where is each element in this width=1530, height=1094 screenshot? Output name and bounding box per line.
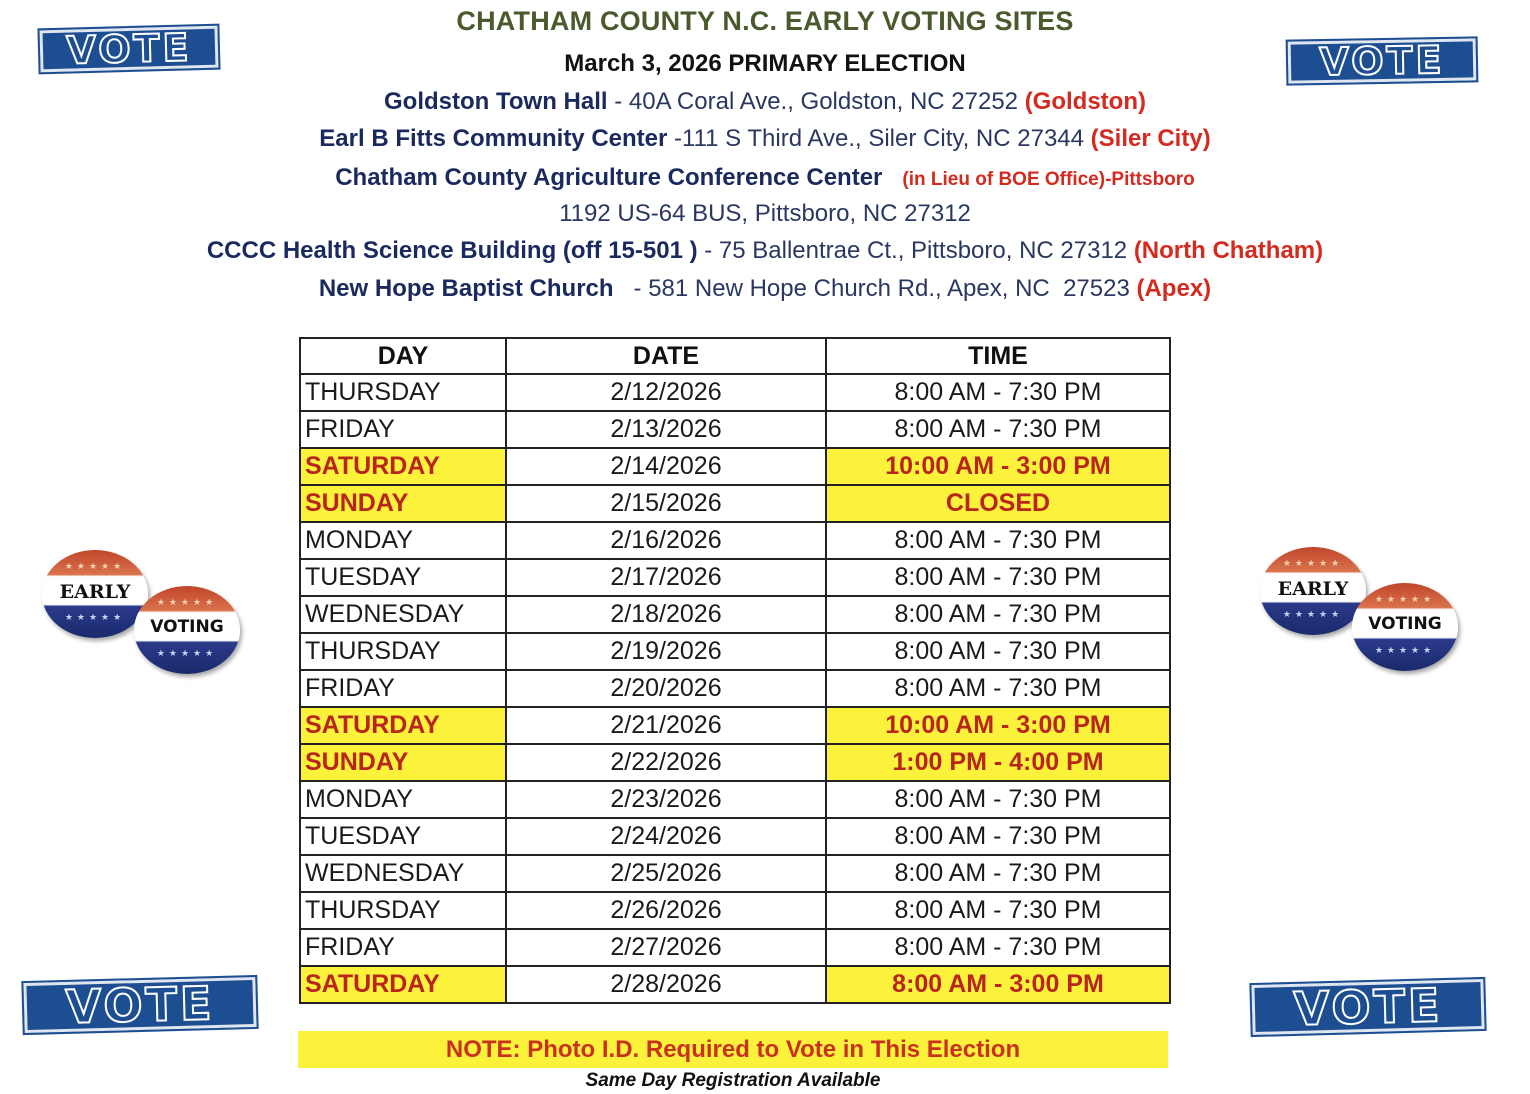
stars-icon: ★★★★★ [64, 561, 126, 571]
table-row [300, 929, 1170, 966]
time-cell: 10:00 AM - 3:00 PM [826, 448, 1170, 485]
early-pin-icon [42, 550, 148, 638]
day-cell: SATURDAY [300, 707, 506, 744]
day-cell: SUNDAY [300, 485, 506, 522]
date-cell: 2/22/2026 [506, 744, 826, 781]
site-area: (Siler City) [1090, 125, 1211, 152]
early-voting-pins-icon [1258, 545, 1468, 675]
schedule-table [299, 337, 1171, 1004]
early-label: EARLY [1277, 578, 1349, 600]
time-cell: 10:00 AM - 3:00 PM [826, 707, 1170, 744]
table-row [300, 522, 1170, 559]
voting-label: VOTING [1368, 614, 1442, 634]
site-area: (Apex) [1136, 275, 1212, 302]
site-north-chatham [0, 237, 1530, 265]
date-cell: 2/26/2026 [506, 892, 826, 929]
site-name: Earl B Fitts Community Center [319, 125, 668, 152]
date-cell: 2/14/2026 [506, 448, 826, 485]
voting-pin-icon [134, 586, 240, 674]
voting-label: VOTING [150, 617, 224, 637]
time-cell: 8:00 AM - 7:30 PM [826, 818, 1170, 855]
table-row [300, 892, 1170, 929]
site-area: (in Lieu of BOE Office)-Pittsboro [902, 169, 1195, 190]
stars-icon: ★★★★★ [1282, 609, 1344, 619]
table-row [300, 596, 1170, 633]
site-apex [0, 275, 1530, 303]
date-cell: 2/13/2026 [506, 411, 826, 448]
time-cell: 8:00 AM - 7:30 PM [826, 855, 1170, 892]
site-area: (North Chatham) [1133, 237, 1324, 264]
day-cell: SATURDAY [300, 448, 506, 485]
site-siler-city [0, 125, 1530, 153]
date-cell: 2/25/2026 [506, 855, 826, 892]
date-cell: 2/28/2026 [506, 966, 826, 1003]
date-cell: 2/19/2026 [506, 633, 826, 670]
stars-icon: ★★★★★ [156, 597, 218, 607]
time-cell: 8:00 AM - 7:30 PM [826, 892, 1170, 929]
site-address: - 581 New Hope Church Rd., Apex, NC 27523 [613, 275, 1137, 302]
day-cell: FRIDAY [300, 929, 506, 966]
table-row [300, 670, 1170, 707]
time-cell: 8:00 AM - 7:30 PM [826, 522, 1170, 559]
voting-pin-icon [1352, 583, 1458, 671]
header-day: DAY [300, 338, 506, 374]
vote-badge-icon [23, 977, 256, 1033]
site-name: CCCC Health Science Building (off 15-501 ) [206, 237, 698, 264]
day-cell: FRIDAY [300, 670, 506, 707]
date-cell: 2/15/2026 [506, 485, 826, 522]
vote-badge-label: VOTE [64, 976, 216, 1034]
day-cell: MONDAY [300, 781, 506, 818]
site-name: Chatham County Agriculture Conference Center [335, 164, 883, 191]
day-cell: SATURDAY [300, 966, 506, 1003]
stars-icon: ★★★★★ [156, 648, 218, 658]
date-cell: 2/21/2026 [506, 707, 826, 744]
date-cell: 2/12/2026 [506, 374, 826, 411]
site-name: New Hope Baptist Church [318, 275, 614, 302]
header-time: TIME [826, 338, 1170, 374]
time-cell: 8:00 AM - 7:30 PM [826, 781, 1170, 818]
vote-badge-icon [39, 26, 218, 73]
day-cell: MONDAY [300, 522, 506, 559]
site-pittsboro-address [0, 200, 1530, 228]
day-cell: FRIDAY [300, 411, 506, 448]
stars-icon: ★★★★★ [1282, 558, 1344, 568]
vote-badge-icon [1288, 38, 1477, 83]
table-row [300, 707, 1170, 744]
table-row [300, 448, 1170, 485]
day-cell: THURSDAY [300, 892, 506, 929]
table-row [300, 966, 1170, 1003]
day-cell: WEDNESDAY [300, 596, 506, 633]
time-cell: 8:00 AM - 7:30 PM [826, 633, 1170, 670]
header-date: DATE [506, 338, 826, 374]
site-address: - 75 Ballentrae Ct., Pittsboro, NC 27312 [697, 237, 1134, 264]
date-cell: 2/16/2026 [506, 522, 826, 559]
table-row [300, 411, 1170, 448]
table-row [300, 559, 1170, 596]
time-cell: 8:00 AM - 7:30 PM [826, 374, 1170, 411]
vote-badge-label: VOTE [1292, 978, 1444, 1036]
table-row [300, 818, 1170, 855]
time-cell: 8:00 AM - 7:30 PM [826, 411, 1170, 448]
early-label: EARLY [59, 581, 131, 603]
table-header-row [300, 338, 1170, 374]
page-title: CHATHAM COUNTY N.C. EARLY VOTING SITES [456, 6, 1074, 36]
site-address: - 40A Coral Ave., Goldston, NC 27252 [607, 88, 1025, 115]
time-cell: CLOSED [826, 485, 1170, 522]
vote-badge-label: VOTE [1319, 37, 1445, 85]
table-row [300, 744, 1170, 781]
table-row [300, 855, 1170, 892]
date-cell: 2/20/2026 [506, 670, 826, 707]
table-row [300, 374, 1170, 411]
table-row [300, 781, 1170, 818]
photo-id-note: NOTE: Photo I.D. Required to Vote in This Election [298, 1031, 1168, 1068]
date-cell: 2/18/2026 [506, 596, 826, 633]
date-cell: 2/27/2026 [506, 929, 826, 966]
site-name: Goldston Town Hall [384, 88, 608, 115]
day-cell: TUESDAY [300, 818, 506, 855]
day-cell: TUESDAY [300, 559, 506, 596]
stars-icon: ★★★★★ [1374, 645, 1436, 655]
site-pittsboro [0, 164, 1530, 192]
stars-icon: ★★★★★ [1374, 594, 1436, 604]
day-cell: WEDNESDAY [300, 855, 506, 892]
site-goldston [0, 88, 1530, 116]
site-address [882, 164, 902, 191]
table-row [300, 633, 1170, 670]
time-cell: 8:00 AM - 7:30 PM [826, 670, 1170, 707]
date-cell: 2/17/2026 [506, 559, 826, 596]
vote-badge-icon [1251, 979, 1484, 1035]
time-cell: 8:00 AM - 7:30 PM [826, 929, 1170, 966]
election-subtitle: March 3, 2026 PRIMARY ELECTION [564, 50, 966, 77]
day-cell: THURSDAY [300, 374, 506, 411]
day-cell: THURSDAY [300, 633, 506, 670]
time-cell: 8:00 AM - 3:00 PM [826, 966, 1170, 1003]
table-row [300, 485, 1170, 522]
early-pin-icon [1260, 547, 1366, 635]
vote-badge-label: VOTE [65, 25, 193, 73]
date-cell: 2/24/2026 [506, 818, 826, 855]
early-voting-pins-icon [40, 548, 250, 678]
time-cell: 8:00 AM - 7:30 PM [826, 559, 1170, 596]
day-cell: SUNDAY [300, 744, 506, 781]
site-address: -111 S Third Ave., Siler City, NC 27344 [667, 125, 1091, 152]
time-cell: 8:00 AM - 7:30 PM [826, 596, 1170, 633]
same-day-registration-note: Same Day Registration Available [585, 1070, 881, 1091]
site-area: (Goldston) [1024, 88, 1146, 115]
time-cell: 1:00 PM - 4:00 PM [826, 744, 1170, 781]
stars-icon: ★★★★★ [64, 612, 126, 622]
date-cell: 2/23/2026 [506, 781, 826, 818]
site-address: 1192 US-64 BUS, Pittsboro, NC 27312 [559, 200, 971, 227]
